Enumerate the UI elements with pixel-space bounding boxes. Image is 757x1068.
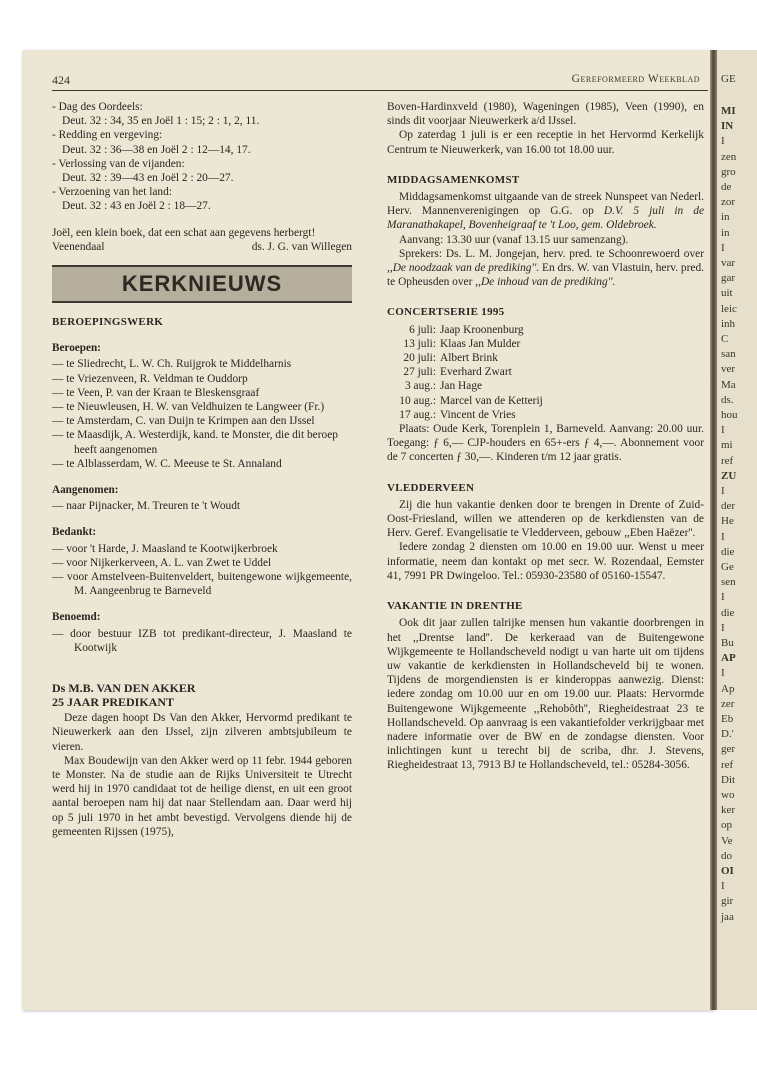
left-column bbox=[52, 100, 352, 839]
next-page-fragment: zer bbox=[721, 697, 735, 710]
next-page-fragment: zen bbox=[721, 150, 737, 163]
intro-line: Deut. 32 : 34, 35 en Joël 1 : 15; 2 : 1, 2, 11. bbox=[62, 115, 260, 128]
next-page-fragment: zor bbox=[721, 196, 736, 209]
concert-date: 10 aug.: bbox=[399, 394, 436, 407]
next-page-fragment: C bbox=[721, 333, 729, 345]
next-page-fragment: I bbox=[721, 591, 725, 604]
concert-date: 13 juli: bbox=[403, 337, 436, 350]
signature-place: Veenendaal bbox=[52, 240, 105, 253]
kerknieuws-banner bbox=[52, 265, 352, 303]
next-page-fragment: var bbox=[721, 257, 736, 269]
next-page-fragment: I bbox=[721, 424, 725, 437]
paragraph: Ook dit jaar zullen talrijke mensen hun vakantie doorbrengen in het ,,Drentse land''. De kerkeraad van de Buitengewone Wijkgemeente te Hollandscheveld nodigt u van harte uit om tijdens uw vakantie de kerkdiensten in Hollandscheveld bij te wonen. Tijdens de morgendiensten is er kinderoppas aanwezig. Dienst: iedere zondag om 10.00 uur en om 19.00 uur. Plaats: Hervormde Buitengewone Wijkgemeente ,,Rehobôth'', Riegheidestraat 23 te Hollandscheveld. Op aanvraag is een vakantiefolder verkrijgbaar met nadere informatie over de BW en de zondagse diensten. Voor inlichtingen kunt u terecht bij de scriba, dhr. J. Stevens, Riegheidestraat 13, 7913 BJ te Hollandscheveld, tel.: 05284-3056. bbox=[387, 617, 704, 772]
paragraph: Max Boudewijn van den Akker werd op 11 febr. 1944 geboren te Monster. Na de studie aan de Rijks Universiteit te Utrecht werd hij in 1970 candidaat tot de heilige dienst, en uit een groot aantal beroepen nam hij dat naar Stellendam aan. Daar werd hij op 5 juli 1970 in het ambt bevestigd. Vervolgens diende hij de gemeenten Rijssen (1975), bbox=[52, 754, 352, 838]
article-heading bbox=[52, 681, 352, 709]
list-item: — te Veen, P. van der Kraan te Bleskensgraaf bbox=[52, 386, 260, 399]
next-page-fragment: de bbox=[721, 181, 732, 193]
section-heading: BEROEPINGSWERK bbox=[52, 316, 164, 329]
next-page-fragment: die bbox=[721, 606, 735, 619]
next-page-fragment: I bbox=[721, 880, 725, 893]
next-page-fragment: I bbox=[721, 485, 725, 497]
paragraph: Deze dagen hoopt Ds Van den Akker, Hervormd predikant te Nieuwerkerk aan den IJssel, zijn zilveren ambtsjubileum te vieren. bbox=[52, 712, 352, 753]
paragraph: Aanvang: 13.30 uur (vanaf 13.15 uur samenzang). bbox=[399, 233, 629, 246]
bedankt-label: Bedankt: bbox=[52, 526, 97, 539]
concert-artist: Klaas Jan Mulder bbox=[440, 337, 521, 350]
paragraph: Op zaterdag 1 juli is er een receptie in het Hervormd Kerkelijk Centrum te Nieuwerkerk, van 16.00 tot 18.00 uur. bbox=[387, 129, 704, 156]
next-page-fragment: gro bbox=[721, 165, 736, 178]
aangenomen-label: Aangenomen: bbox=[52, 484, 119, 497]
concert-artist: Everhard Zwart bbox=[440, 366, 512, 379]
concert-row bbox=[387, 408, 704, 422]
next-page-fragment: Ve bbox=[721, 834, 733, 847]
next-page-fragment: IN bbox=[721, 120, 734, 133]
running-header: Gereformeerd Weekblad bbox=[571, 73, 700, 85]
list-item: — voor Nijkerkerveen, A. L. van Zwet te Uddel bbox=[52, 556, 272, 569]
text-run-italic: ,,De inhoud van de prediking''. bbox=[475, 276, 616, 289]
list-item: — te Maasdijk, A. Westerdijk, kand. te Monster, die dit beroep heeft aangenomen bbox=[52, 429, 338, 456]
next-page-fragment: MI bbox=[721, 105, 736, 117]
intro-line: Deut. 32 : 39—43 en Joël 2 : 20—27. bbox=[62, 172, 234, 185]
text-run-italic: ,,De noodzaak van de prediking''. bbox=[387, 262, 540, 275]
concert-date: 6 juli: bbox=[409, 323, 436, 336]
next-page-fragment: san bbox=[721, 348, 736, 361]
benoemd-label: Benoemd: bbox=[52, 611, 101, 624]
paragraph bbox=[387, 247, 704, 290]
paragraph: Iedere zondag 2 diensten om 10.00 en 19.00 uur. Wenst u meer informatie, neem dan kontakt op met secr. W. Rozendaal, Eemster 41, 7991 PR Dwingeloo. Tel.: 05930-23580 of 05160-15547. bbox=[387, 541, 704, 582]
list-item: — naar Pijnacker, M. Treuren te 't Woudt bbox=[52, 500, 241, 513]
intro-line: - Verzoening van het land: bbox=[52, 186, 172, 199]
next-page-fragment: do bbox=[721, 849, 732, 862]
concert-date: 3 aug.: bbox=[404, 380, 436, 393]
next-page-fragment: Ge bbox=[721, 561, 734, 573]
text-run-italic: D.V. 5 juli in de Maranathakapel, Bovenheigraaf te 't Loo, gem. Oldebroek. bbox=[387, 205, 704, 232]
next-page-fragment: Ma bbox=[721, 378, 736, 391]
concert-row bbox=[387, 337, 704, 351]
next-page-fragment: ref bbox=[721, 758, 734, 771]
intro-line: - Redding en vergeving: bbox=[52, 129, 163, 142]
next-page-fragment: I bbox=[721, 135, 725, 148]
next-page-fragment: ref bbox=[721, 454, 734, 467]
signature bbox=[52, 240, 352, 254]
list-item: — voor Amstelveen-Buitenveldert, buitengewone wijkgemeente, M. Aangeenbrug te Barneveld bbox=[52, 571, 352, 598]
concert-artist: Albert Brink bbox=[440, 352, 498, 365]
next-page-fragment: gir bbox=[721, 895, 734, 908]
next-page-fragment: leic bbox=[721, 302, 737, 315]
next-page-fragment: ds. bbox=[721, 393, 734, 406]
next-page-fragment: sen bbox=[721, 576, 736, 589]
text-run: Middagsamenkomst uitgaande van de streek Nunspeet van Nederl. Herv. Mannenverenigingen op G.G. op bbox=[387, 191, 704, 218]
article-heading-line: 25 JAAR PREDIKANT bbox=[52, 695, 175, 710]
next-page-fragment: I bbox=[721, 530, 725, 543]
list-item: — te Nieuwleusen, H. W. van Veldhuizen te Langweer (Fr.) bbox=[52, 401, 325, 414]
next-page-header: GE bbox=[721, 73, 736, 85]
list-item: — te Vriezenveen, R. Veldman te Ouddorp bbox=[52, 372, 248, 385]
right-column bbox=[387, 100, 704, 773]
next-page-fragment: Ap bbox=[721, 682, 735, 695]
concert-row bbox=[387, 351, 704, 365]
list-item: — voor 't Harde, J. Maasland te Kootwijkerbroek bbox=[52, 542, 278, 555]
closing-text: Joël, een klein boek, dat een schat aan gegevens herbergt! bbox=[52, 226, 316, 239]
next-page-fragment: ker bbox=[721, 804, 736, 817]
concert-artist: Jaap Kroonenburg bbox=[440, 323, 524, 336]
section-heading: VAKANTIE IN DRENTHE bbox=[387, 600, 523, 613]
article-heading-line: Ds M.B. VAN DEN AKKER bbox=[52, 681, 196, 696]
concert-row bbox=[387, 394, 704, 408]
next-page-fragment: I bbox=[721, 241, 725, 254]
paragraph bbox=[387, 190, 704, 233]
paragraph: Boven-Hardinxveld (1980), Wageningen (1985), Veen (1990), en sinds dit voorjaar Nieuwerkerk a/d IJssel. bbox=[387, 101, 704, 128]
next-page-fragment: D.' bbox=[721, 728, 734, 741]
next-page-fragment: op bbox=[721, 819, 732, 832]
next-page-fragment: ger bbox=[721, 743, 736, 756]
book-gutter bbox=[710, 50, 717, 1010]
next-page-edge bbox=[717, 50, 757, 1010]
paragraph: Zij die hun vakantie denken door te brengen in Drente of Zuid-Oost-Friesland, willen we attenderen op de kerkdiensten van de Herv. Geref. Evangelisatie te Vledderveen, gebouw ,,Eben Haëzer''. bbox=[387, 498, 704, 540]
intro-line: - Verlossing van de vijanden: bbox=[52, 157, 185, 170]
next-page-fragment: ver bbox=[721, 363, 736, 376]
list-item: — te Amsterdam, C. van Duijn te Krimpen aan den IJssel bbox=[52, 415, 315, 428]
paragraph: Plaats: Oude Kerk, Torenplein 1, Barneveld. Aanvang: 20.00 uur. Toegang: ƒ 6,— CJP-houders en 65+-ers ƒ 4,—. Abonnement voor de 7 concerten ƒ 30,—. Kinderen t/m 12 jaar gratis. bbox=[387, 423, 704, 464]
intro-line: Deut. 32 : 36—38 en Joël 2 : 12—14, 17. bbox=[62, 143, 251, 156]
concert-artist: Marcel van de Ketterij bbox=[440, 394, 543, 407]
header-rule bbox=[52, 90, 708, 91]
next-page-fragment: Dit bbox=[721, 773, 736, 786]
page-number: 424 bbox=[52, 73, 70, 87]
next-page-fragment: in bbox=[721, 226, 730, 239]
next-page-fragment: wo bbox=[721, 789, 735, 801]
magazine-page bbox=[22, 50, 738, 1010]
next-page-fragment: I bbox=[721, 667, 725, 680]
intro-line: - Dag des Oordeels: bbox=[52, 101, 143, 113]
next-page-fragment: He bbox=[721, 515, 734, 528]
next-page-fragment: Bu bbox=[721, 637, 734, 649]
signature-author: ds. J. G. van Willegen bbox=[251, 240, 352, 253]
next-page-fragment: AP bbox=[721, 652, 736, 665]
next-page-fragment: OI bbox=[721, 865, 734, 877]
section-heading: CONCERTSERIE 1995 bbox=[387, 306, 505, 319]
section-heading: MIDDAGSAMENKOMST bbox=[387, 173, 520, 186]
intro-line: Deut. 32 : 43 en Joël 2 : 18—27. bbox=[62, 200, 211, 213]
next-page-fragment: ZU bbox=[721, 469, 737, 482]
concert-row bbox=[387, 379, 704, 393]
next-page-fragment: jaa bbox=[721, 910, 734, 923]
section-heading: VLEDDERVEEN bbox=[387, 481, 475, 494]
concert-artist: Jan Hage bbox=[440, 380, 483, 393]
list-item: — te Sliedrecht, L. W. Ch. Ruijgrok te Middelharnis bbox=[52, 358, 292, 371]
next-page-fragment: inh bbox=[721, 317, 736, 330]
concert-row bbox=[387, 365, 704, 379]
concert-row bbox=[387, 323, 704, 337]
next-page-fragment: der bbox=[721, 500, 736, 513]
next-page-fragment: gar bbox=[721, 272, 736, 285]
next-page-fragment: mi bbox=[721, 439, 733, 452]
concert-date: 27 juli: bbox=[403, 366, 436, 379]
concert-date: 17 aug.: bbox=[399, 408, 436, 421]
list-item: — door bestuur IZB tot predikant-directeur, J. Maasland te Kootwijk bbox=[52, 627, 352, 654]
next-page-fragment: I bbox=[721, 621, 725, 634]
next-page-fragment: Eb bbox=[721, 713, 734, 725]
beroepen-label: Beroepen: bbox=[52, 342, 101, 355]
next-page-fragment: hou bbox=[721, 409, 738, 421]
next-page-fragment: die bbox=[721, 545, 735, 558]
concert-artist: Vincent de Vries bbox=[440, 408, 516, 421]
next-page-fragment: in bbox=[721, 211, 730, 224]
list-item: — te Alblasserdam, W. C. Meeuse te St. Annaland bbox=[52, 457, 282, 470]
next-page-fragment: uit bbox=[721, 287, 733, 300]
kerknieuws-title: KERKNIEUWS bbox=[121, 270, 283, 296]
text-run: En drs. W. van Vlastuin, herv. pred. te Opheusden over bbox=[387, 262, 705, 289]
concert-date: 20 juli: bbox=[403, 352, 436, 365]
text-run: Sprekers: Ds. L. M. Jongejan, herv. pred. te Schoonrewoerd over bbox=[399, 247, 704, 260]
